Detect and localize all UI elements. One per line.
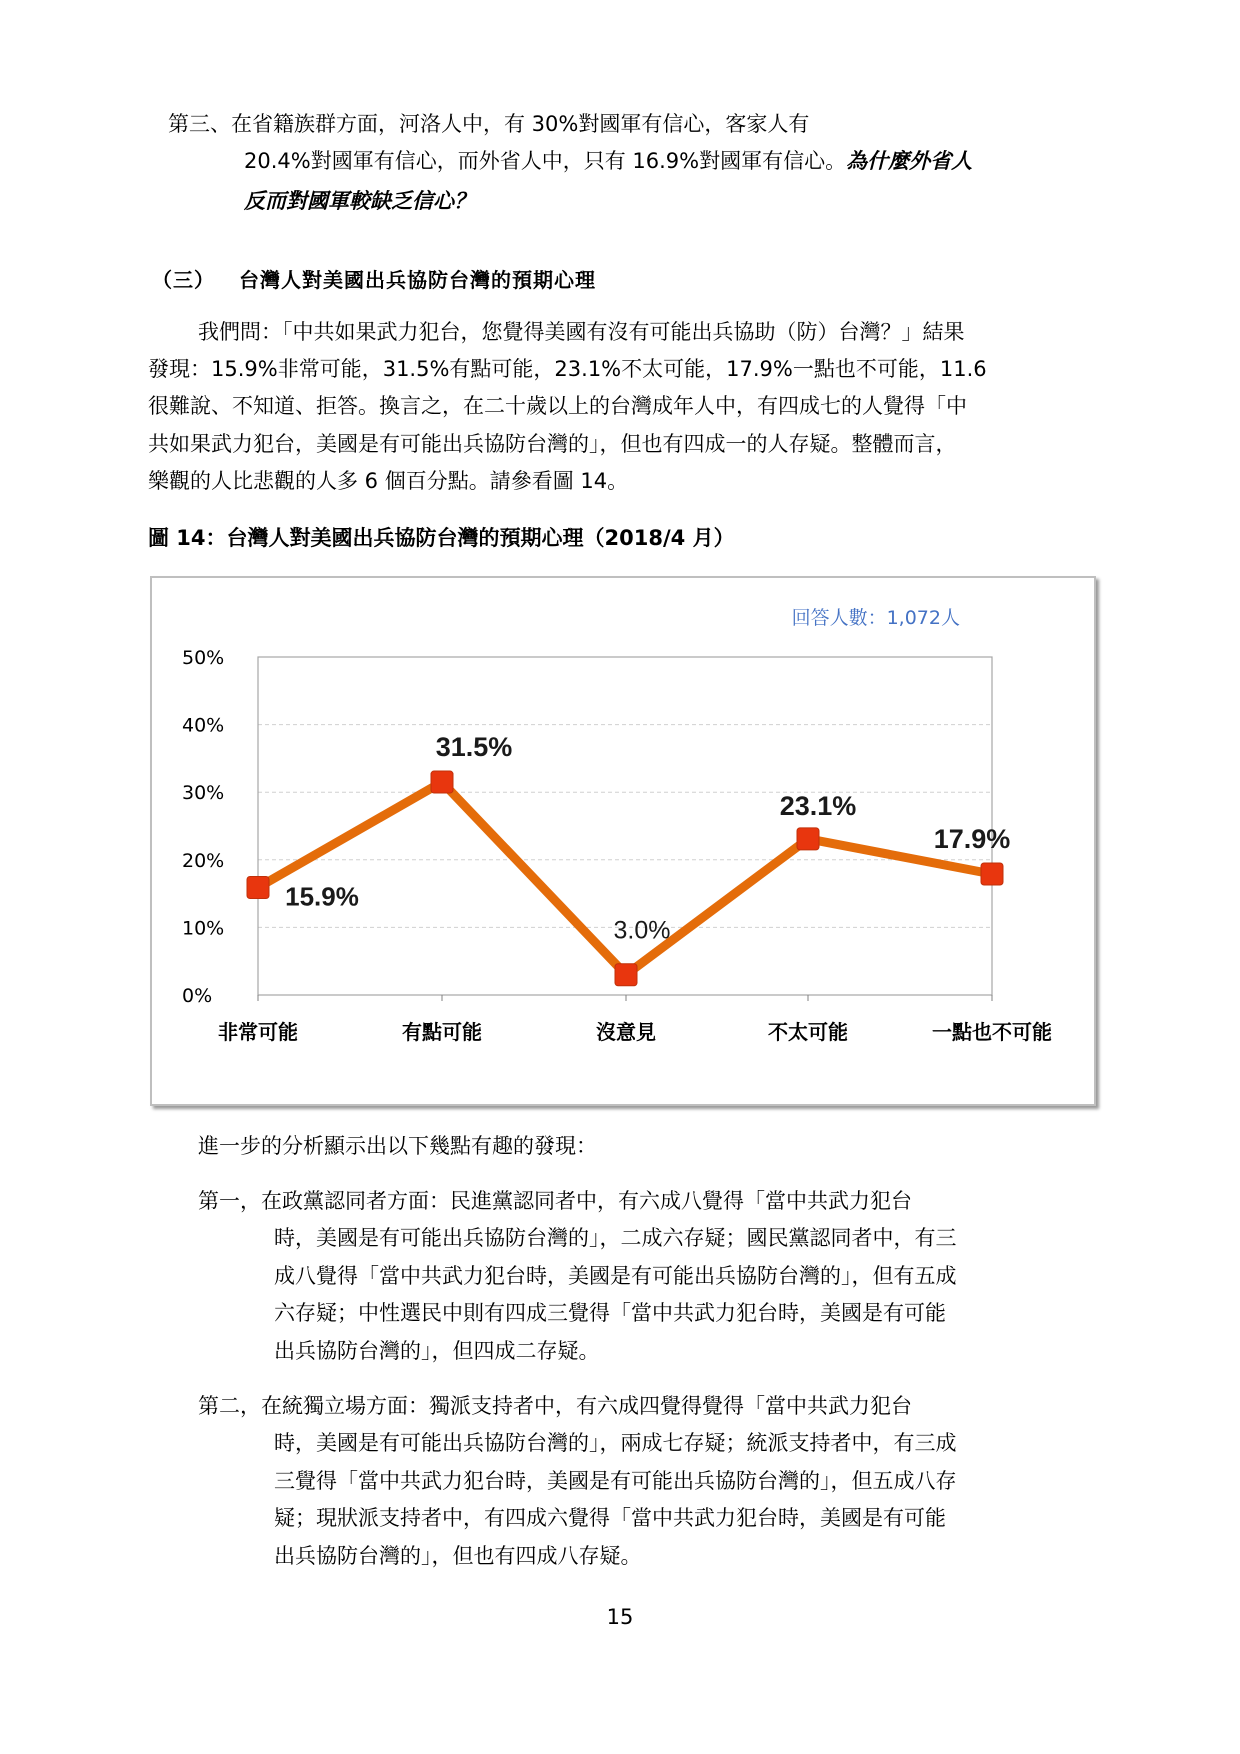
- data-label: 3.0%: [613, 916, 671, 945]
- item3-line-2-text: 20.4%對國軍有信心，而外省人中，只有 16.9%對國軍有信心。: [244, 149, 847, 173]
- x-category-label: 不太可能: [768, 1020, 848, 1044]
- chart-frame: [150, 576, 1096, 1106]
- point2-line-3: 三覺得「當中共武力犯台時，美國是有可能出兵協防台灣的」，但五成八存: [274, 1469, 957, 1493]
- y-tick-label: 10%: [182, 917, 225, 940]
- point1-line-4: 六存疑；中性選民中則有四成三覺得「當中共武力犯台時，美國是有可能: [274, 1301, 946, 1325]
- data-point-marker: [981, 863, 1003, 885]
- item3-line-1: 第三、在省籍族群方面，河洛人中，有 30%對國軍有信心，客家人有: [168, 112, 810, 136]
- item3-line-2-emphasis: 為什麼外省人: [846, 149, 973, 173]
- x-category-label: 有點可能: [402, 1020, 482, 1044]
- y-tick-label: 50%: [182, 647, 225, 669]
- point1-line-2: 時，美國是有可能出兵協防台灣的」，二成六存疑；國民黨認同者中，有三: [274, 1226, 957, 1250]
- y-tick-label: 20%: [182, 849, 225, 872]
- line-chart: [152, 578, 1094, 1104]
- point2-line-1: 第二，在統獨立場方面：獨派支持者中，有六成四覺得覺得「當中共武力犯台: [198, 1394, 912, 1418]
- point1-line-1: 第一，在政黨認同者方面：民進黨認同者中，有六成八覺得「當中共武力犯台: [198, 1189, 912, 1213]
- data-point-marker: [615, 964, 637, 986]
- y-tick-label: 0%: [182, 985, 213, 1007]
- series-line: [258, 782, 992, 975]
- respondent-count-annotation: 回答人數：1,072人: [791, 607, 960, 629]
- x-category-label: 沒意見: [596, 1020, 656, 1044]
- analysis-intro: 進一步的分析顯示出以下幾點有趣的發現：: [198, 1134, 597, 1158]
- intro-line-5: 樂觀的人比悲觀的人多 6 個百分點。請參看圖 14。: [148, 469, 629, 493]
- point1-line-5: 出兵協防台灣的」，但四成二存疑。: [274, 1339, 600, 1363]
- data-label: 15.9%: [285, 881, 359, 912]
- data-label: 23.1%: [779, 790, 857, 821]
- point2-line-2: 時，美國是有可能出兵協防台灣的」，兩成七存疑；統派支持者中，有三成: [274, 1431, 957, 1455]
- y-tick-label: 40%: [182, 714, 225, 737]
- data-label: 31.5%: [435, 732, 513, 763]
- point2-line-4: 疑；現狀派支持者中，有四成六覺得「當中共武力犯台時，美國是有可能: [274, 1506, 946, 1530]
- section-heading-text: 台灣人對美國出兵協防台灣的預期心理: [239, 268, 596, 292]
- figure-caption: 圖 14：台灣人對美國出兵協防台灣的預期心理（2018/4 月）: [148, 526, 735, 550]
- x-category-label: 非常可能: [218, 1020, 298, 1044]
- data-label: 17.9%: [933, 823, 1011, 854]
- data-point-marker: [247, 877, 269, 899]
- y-tick-label: 30%: [182, 782, 225, 805]
- intro-line-4: 共如果武力犯台，美國是有可能出兵協防台灣的」，但也有四成一的人存疑。整體而言，: [148, 432, 957, 456]
- intro-line-3: 很難說、不知道、拒答。換言之，在二十歲以上的台灣成年人中，有四成七的人覺得「中: [148, 394, 967, 418]
- point2-line-5: 出兵協防台灣的」，但也有四成八存疑。: [274, 1544, 642, 1568]
- page-number: 15: [606, 1605, 634, 1629]
- section-heading: [152, 264, 596, 293]
- item3-line-3: 反而對國軍較缺乏信心？: [244, 189, 475, 213]
- intro-line-2: 發現：15.9%非常可能，31.5%有點可能，23.1%不太可能，17.9%一點也不可能，11.6: [148, 357, 987, 381]
- x-category-label: 一點也不可能: [932, 1020, 1052, 1044]
- data-point-marker: [797, 828, 819, 850]
- data-point-marker: [431, 771, 453, 793]
- point1-line-3: 成八覺得「當中共武力犯台時，美國是有可能出兵協防台灣的」，但有五成: [274, 1264, 957, 1288]
- section-heading-number: （三）: [152, 268, 215, 292]
- item3-line-2: [244, 145, 972, 177]
- intro-line-1: 我們問：「中共如果武力犯台，您覺得美國有沒有可能出兵協助（防）台灣？」結果: [198, 320, 965, 344]
